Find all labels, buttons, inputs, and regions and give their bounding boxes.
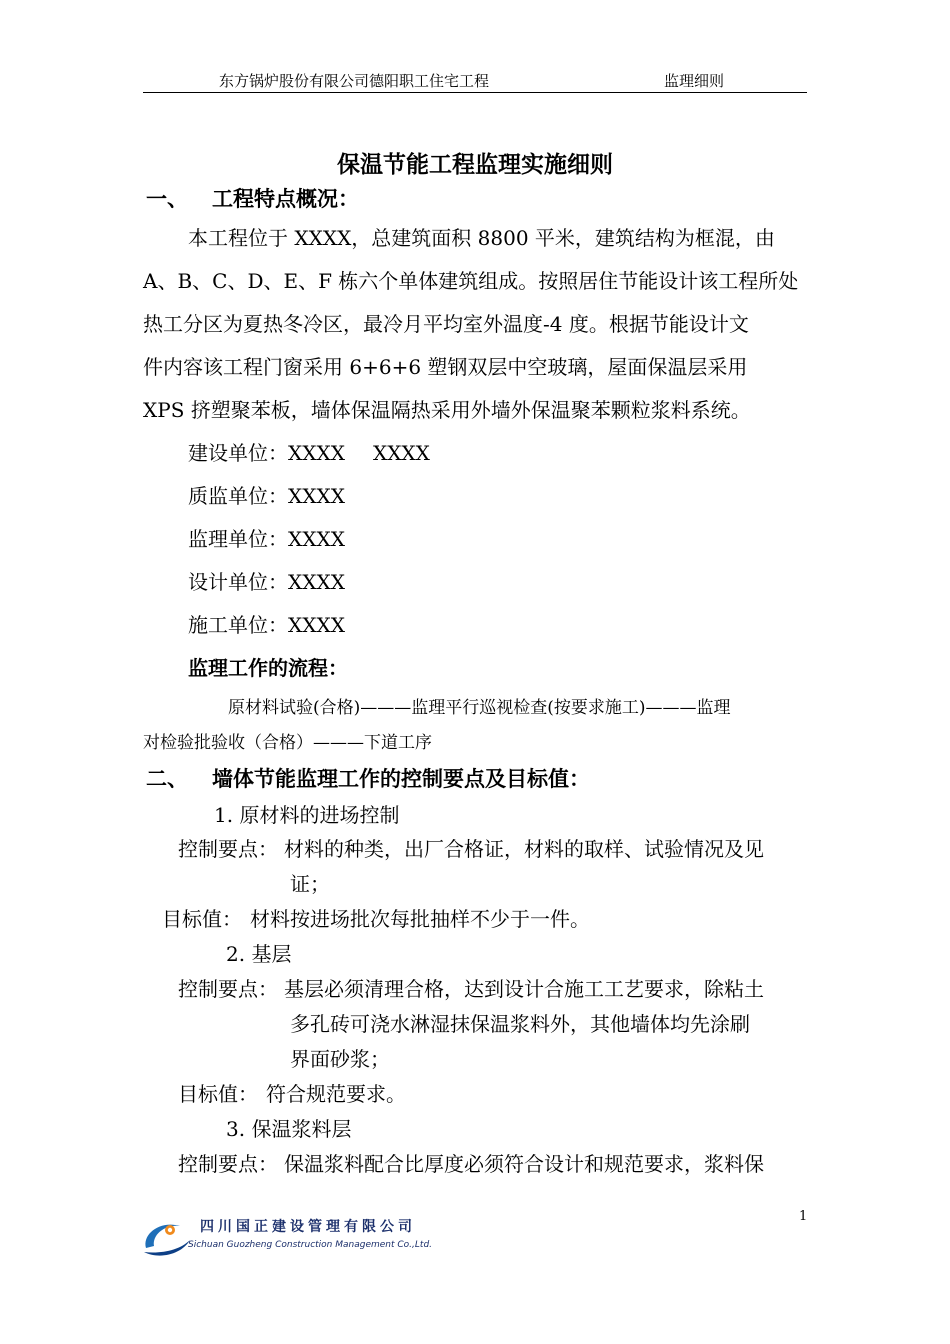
flow-line: 原材料试验(合格)———监理平行巡视检查(按要求施工)———监理 <box>228 698 731 718</box>
target-value: 材料按进场批次每批抽样不少于一件。 <box>250 907 590 931</box>
unit-label: 监理单位： <box>188 527 288 551</box>
section1-number: 一、 <box>146 186 188 211</box>
unit-contractor <box>188 609 345 638</box>
flow-heading: 监理工作的流程： <box>188 656 348 680</box>
unit-value: XXXX <box>288 441 345 465</box>
target-label: 目标值： <box>178 1082 258 1106</box>
unit-construction <box>188 437 430 466</box>
unit-design <box>188 566 345 595</box>
company-logo <box>140 1214 460 1260</box>
paragraph-line: A、B、C、D、E、F 栋六个单体建筑组成。按照居住节能设计该工程所处 <box>143 269 799 293</box>
section2-heading: 墙体节能监理工作的控制要点及目标值： <box>212 766 590 791</box>
paragraph-line: 件内容该工程门窗采用 6+6+6 塑钢双层中空玻璃，屋面保温层采用 <box>143 355 748 379</box>
control-line: 界面砂浆； <box>290 1047 390 1071</box>
item-title: 2. 基层 <box>226 942 292 966</box>
paragraph-line: XPS 挤塑聚苯板，墙体保温隔热采用外墙外保温聚苯颗粒浆料系统。 <box>143 398 751 422</box>
control-label: 控制要点： <box>178 1152 278 1176</box>
item-title: 3. 保温浆料层 <box>226 1117 352 1141</box>
unit-label: 质监单位： <box>188 484 288 508</box>
target-value: 符合规范要求。 <box>266 1082 406 1106</box>
company-name-en: Sichuan Guozheng Construction Management Co.,Ltd. <box>188 1240 433 1250</box>
unit-label: 施工单位： <box>188 613 288 637</box>
page-number: 1 <box>799 1209 808 1224</box>
unit-label: 建设单位： <box>188 441 288 465</box>
page-title: 保温节能工程监理实施细则 <box>337 151 613 178</box>
control-line: 多孔砖可浇水淋湿抹保温浆料外，其他墙体均先涂刷 <box>290 1012 750 1036</box>
unit-value: XXXX <box>288 484 345 508</box>
unit-value: XXXX <box>288 527 345 551</box>
control-label: 控制要点： <box>178 977 278 1001</box>
header-right: 监理细则 <box>664 72 725 90</box>
paragraph-line: 本工程位于 XXXX，总建筑面积 8800 平米，建筑结构为框混，由 <box>188 226 775 250</box>
control-line: 证； <box>290 872 330 896</box>
paragraph-line: 热工分区为夏热冬冷区，最冷月平均室外温度-4 度。根据节能设计文 <box>143 312 749 336</box>
control-label: 控制要点： <box>178 837 278 861</box>
flow-line: 对检验批验收（合格）———下道工序 <box>143 733 432 753</box>
control-line: 保温浆料配合比厚度必须符合设计和规范要求，浆料保 <box>284 1152 764 1176</box>
header-left: 东方锅炉股份有限公司德阳职工住宅工程 <box>219 72 490 90</box>
unit-value: XXXX <box>288 570 345 594</box>
section1-heading: 工程特点概况： <box>212 186 359 211</box>
unit-supervision <box>188 523 345 552</box>
item-title: 1. 原材料的进场控制 <box>214 803 400 827</box>
logo-swoosh-icon <box>140 1214 192 1260</box>
header-rule <box>143 92 807 93</box>
control-line: 材料的种类，出厂合格证，材料的取样、试验情况及见 <box>284 837 764 861</box>
company-name-cn: 四川国正建设管理有限公司 <box>200 1219 416 1235</box>
section2-number: 二、 <box>146 766 188 791</box>
unit-label: 设计单位： <box>188 570 288 594</box>
target-label: 目标值： <box>162 907 242 931</box>
unit-quality-supervision <box>188 480 345 509</box>
control-line: 基层必须清理合格，达到设计合施工工艺要求，除粘土 <box>284 977 764 1001</box>
unit-value-extra: XXXX <box>372 441 430 465</box>
unit-value: XXXX <box>288 613 345 637</box>
